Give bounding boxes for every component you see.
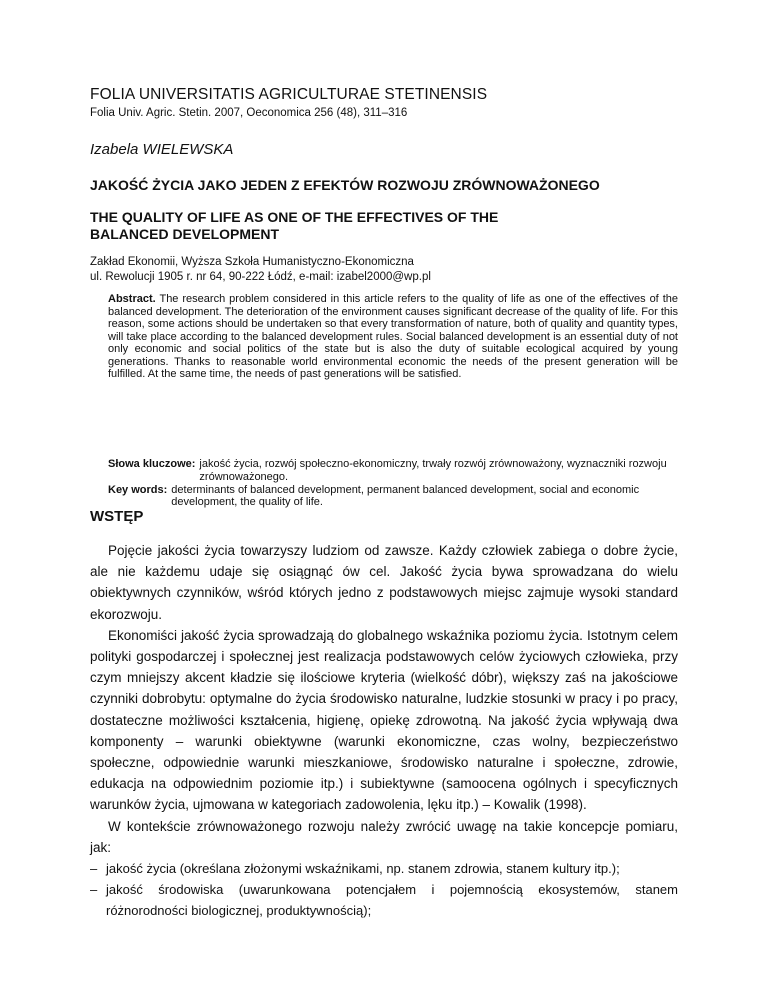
keywords-english-label: Key words: xyxy=(108,483,168,496)
affiliation-line-2: ul. Rewolucji 1905 r. nr 64, 90-222 Łódź, e-mail: izabel2000@wp.pl xyxy=(90,270,431,283)
section-body xyxy=(90,540,678,922)
journal-name: FOLIA UNIVERSITATIS AGRICULTURAE STETINENSIS xyxy=(90,86,488,103)
affiliation xyxy=(90,255,431,284)
journal-citation: Folia Univ. Agric. Stetin. 2007, Oeconomica 256 (48), 311–316 xyxy=(90,107,408,119)
list-item xyxy=(90,879,678,921)
paragraph: Pojęcie jakości życia towarzyszy ludziom od zawsze. Każdy człowiek zabiega o dobre życie, ale nie każdemu udaje się osiągnąć ów cel. Jakość życia bywa sprowadzana do wielu obiektywnych czynników, wśród których jedno z podstawowych miejsc zajmuje wysoki standard ekorozwoju. xyxy=(90,543,678,622)
author-name: Izabela WIELEWSKA xyxy=(90,141,234,158)
keywords-english xyxy=(108,484,678,510)
abstract xyxy=(108,293,678,381)
keywords-block xyxy=(108,458,678,509)
title-polish: JAKOŚĆ ŻYCIA JAKO JEDEN Z EFEKTÓW ROZWOJU ZRÓWNOWAŻONEGO xyxy=(90,177,600,193)
list-item-text: jakość życia (określana złożonymi wskaźnikami, np. stanem zdrowia, stanem kultury itp.); xyxy=(106,861,620,877)
bullet-list xyxy=(90,858,678,922)
section-heading: WSTĘP xyxy=(90,508,144,525)
paragraph: W kontekście zrównoważonego rozwoju należy zwrócić uwagę na takie koncepcje pomiaru, jak: xyxy=(90,818,678,855)
title-english: THE QUALITY OF LIFE AS ONE OF THE EFFECTIVES OF THE BALANCED DEVELOPMENT xyxy=(90,209,499,242)
abstract-label: Abstract. xyxy=(108,293,156,305)
keywords-polish-label: Słowa kluczowe: xyxy=(108,458,196,470)
abstract-text: The research problem considered in this article refers to the quality of life as one of the effectives of the balanced development. The deterioration of the environment causes significant decrease of the quality of life. For this reason, some actions should be undertaken so that every transformation of nature, both of quality and quantity types, will take place according to the balanced development rules. Social balanced development is an essential duty of not only economic and social politics of the state but is also the duty of suitable ecological acquired by young generations. Thanks to reasonable world environmental economic the needs of the present generation will be fulfilled. At the same time, the needs of past generations will be satisfied. xyxy=(108,293,678,380)
keywords-polish-text: jakość życia, rozwój społeczno-ekonomiczny, trwały rozwój zrównoważony, wyznaczniki rozwoju zrównoważonego. xyxy=(199,458,667,483)
bullet-dash: – xyxy=(90,882,98,898)
list-item xyxy=(90,858,678,879)
keywords-polish xyxy=(108,458,678,484)
paragraph: Ekonomiści jakość życia sprowadzają do globalnego wskaźnika poziomu życia. Istotnym celem polityki gospodarczej i społecznej jest realizacja podstawowych celów życiowych człowieka, przy czym mniejszy akcent kładzie się ilościowe kryteria (wielkość dóbr), większy zaś na jakościowe czynniki dobrobytu: optymalne do życia środowisko naturalne, ludzkie stosunki w pracy i po pracy, dostateczne możliwości kształcenia, higienę, opiekę zdrowotną. Na jakość życia wpływają dwa komponenty – warunki obiektywne (warunki ekonomiczne, czas wolny, bezpieczeństwo społeczne, odpowiednie warunki mieszkaniowe, środowisko naturalne i społeczne, zdrowie, edukacja na odpowiednim poziomie itp.) i subiektywne (samoocena ogólnych i specyficznych warunków życia, ujmowana w kategoriach zadowolenia, lęku itp.) – Kowalik (1998). xyxy=(90,627,678,813)
bullet-dash: – xyxy=(90,861,98,877)
keywords-english-text: determinants of balanced development, permanent balanced development, social and economic development, the quality of life. xyxy=(171,483,640,509)
affiliation-line-1: Zakład Ekonomii, Wyższa Szkoła Humanistyczno-Ekonomiczna xyxy=(90,256,414,268)
list-item-text: jakość środowiska (uwarunkowana potencjałem i pojemnością ekosystemów, stanem różnorodności biologicznej, produktywnością); xyxy=(106,882,678,919)
